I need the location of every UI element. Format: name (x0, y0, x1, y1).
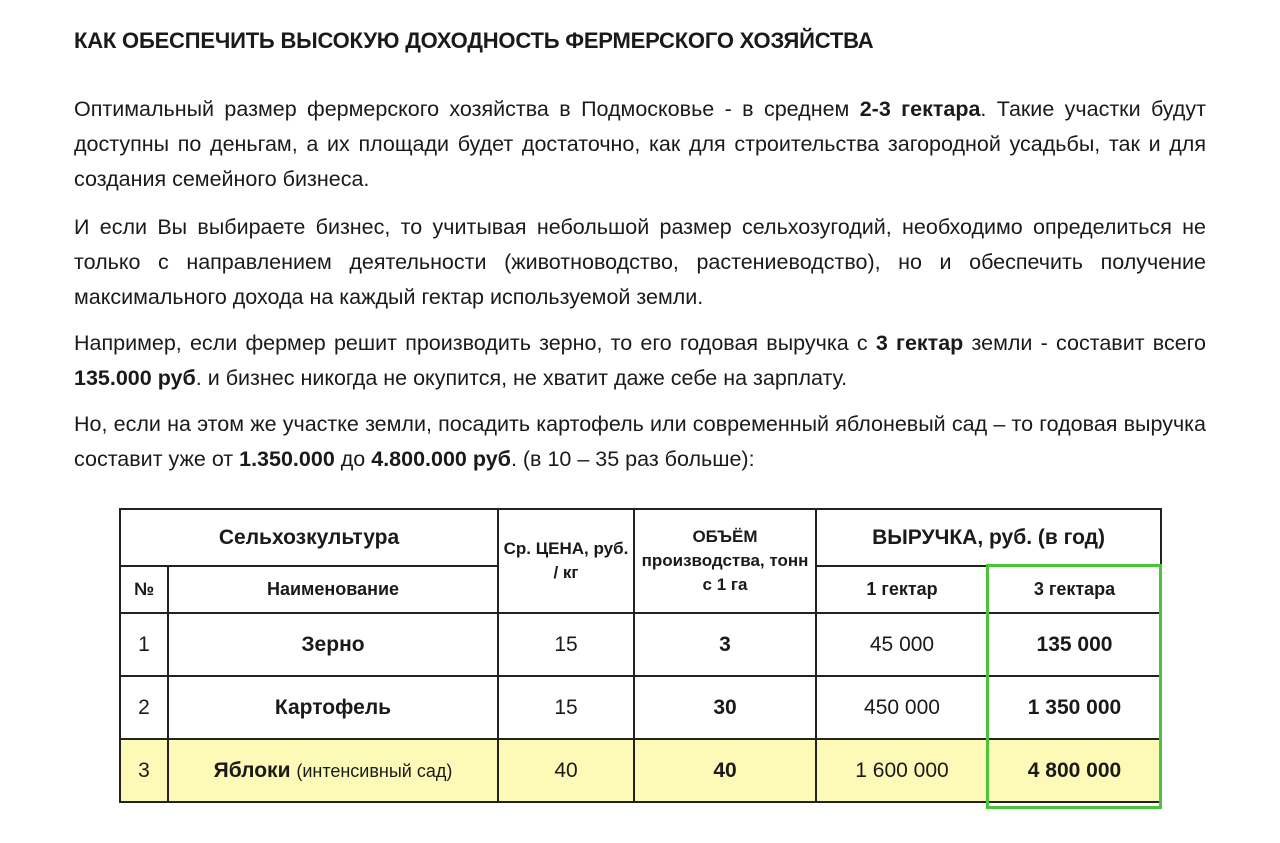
crop-name: Яблоки (213, 758, 291, 782)
header-crop: Сельхозкультура (120, 509, 498, 566)
row-revenue-1ha: 45 000 (816, 613, 988, 676)
header-name: Наименование (168, 566, 498, 613)
p3-text-a: Например, если фермер решит производить зерно, то его годовая выручка с (74, 331, 876, 355)
paragraph-business: И если Вы выбираете бизнес, то учитывая небольшой размер сельхозугодий, необходимо определиться не только с направлением деятельности (животноводство, растениеводство), но и обеспечить получение максимального дохода на каждый гектар используемой земли. (74, 215, 1206, 309)
p4-text-e: . (в 10 – 35 раз больше): (510, 447, 755, 471)
header-1ha: 1 гектар (816, 566, 988, 613)
row-name (168, 613, 498, 676)
p4-text-c: до (334, 447, 372, 471)
table-row-highlighted (120, 739, 1161, 802)
p4-text-a: Но, если на этом же участке земли, посадить картофель или современный яблоневый сад – то годовая выручка составит уже от (74, 412, 1206, 471)
page-title: КАК ОБЕСПЕЧИТЬ ВЫСОКУЮ ДОХОДНОСТЬ ФЕРМЕРСКОГО ХОЗЯЙСТВА (74, 28, 874, 53)
header-3ha: 3 гектара (988, 566, 1161, 613)
row-revenue-3ha: 4 800 000 (988, 739, 1161, 802)
p4-bold-max: 4.800.000 руб (371, 447, 511, 471)
p4-bold-min: 1.350.000 (239, 447, 335, 471)
header-volume: ОБЪЁМ производства, тонн с 1 га (634, 509, 816, 613)
crop-name: Картофель (274, 695, 392, 719)
row-name (168, 676, 498, 739)
row-num: 3 (120, 739, 168, 802)
row-volume: 30 (634, 676, 816, 739)
row-num: 2 (120, 676, 168, 739)
row-num: 1 (120, 613, 168, 676)
paragraph-potato-apple (74, 407, 1206, 477)
p3-text-e: . и бизнес никогда не окупится, не хватит даже себе на зарплату. (195, 366, 848, 390)
paragraph-optimal-size (74, 92, 1206, 197)
p3-bold-amount: 135.000 руб (74, 366, 196, 390)
paragraph-grain-example (74, 326, 1206, 396)
header-revenue: ВЫРУЧКА, руб. (в год) (816, 509, 1161, 566)
row-volume: 3 (634, 613, 816, 676)
crop-note: (интенсивный сад) (296, 760, 453, 781)
table-row (120, 676, 1161, 739)
row-price: 15 (498, 676, 634, 739)
row-revenue-1ha: 450 000 (816, 676, 988, 739)
p1-text-a: Оптимальный размер фермерского хозяйства в Подмосковье - в среднем (74, 97, 860, 121)
crop-name: Зерно (301, 632, 365, 656)
row-revenue-3ha: 135 000 (988, 613, 1161, 676)
p1-bold-hectares: 2-3 гектара (859, 97, 981, 121)
p3-text-c: земли - составит всего (963, 331, 1206, 355)
table-row (120, 613, 1161, 676)
row-price: 40 (498, 739, 634, 802)
row-revenue-1ha: 1 600 000 (816, 739, 988, 802)
p1-text-c: . Такие участки будут доступны по деньгам, а их площади будет достаточно, как для строительства загородной усадьбы, так и для создания семейного бизнеса. (74, 97, 1206, 191)
header-num: № (120, 566, 168, 613)
p3-bold-hectares: 3 гектар (875, 331, 964, 355)
row-revenue-3ha: 1 350 000 (988, 676, 1161, 739)
row-name (168, 739, 498, 802)
header-price: Ср. ЦЕНА, руб. / кг (498, 509, 634, 613)
revenue-table (119, 508, 1162, 803)
row-volume: 40 (634, 739, 816, 802)
row-price: 15 (498, 613, 634, 676)
